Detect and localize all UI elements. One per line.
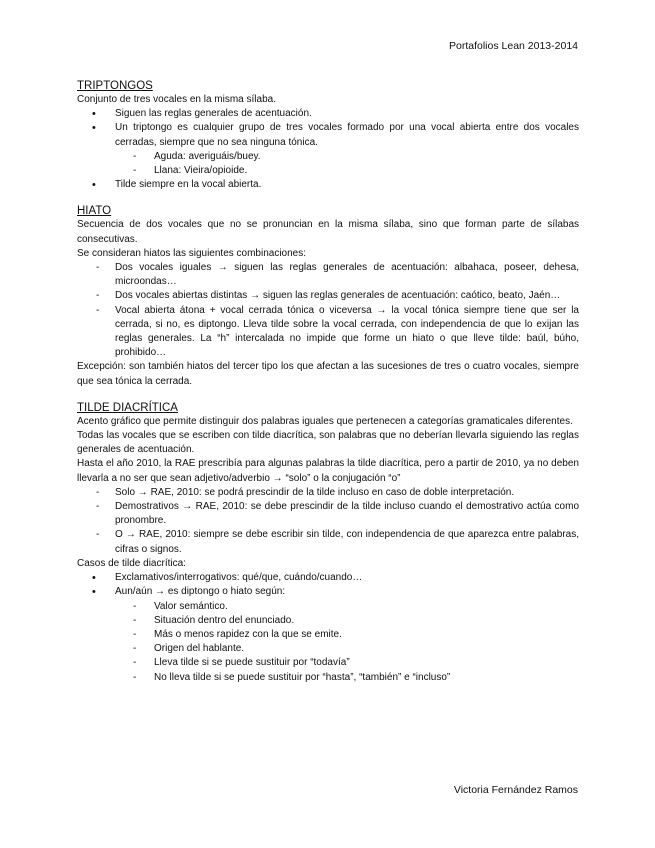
paragraph: Todas las vocales que se escriben con tilde diacrítica, son palabras que no deberían llevarla siguiendo las reglas generales de acentuación. [77,430,579,456]
triptongos-list [77,107,579,192]
triptongos-intro: Conjunto de tres vocales en la misma sílaba. [77,94,276,105]
page-footer: Victoria Fernández Ramos [453,784,578,796]
list-item: - Demostrativos → RAE, 2010: se debe prescindir de la tilde incluso cuando el demostrativo actúa como pronombre. [77,500,579,528]
paragraph: Hasta el año 2010, la RAE prescribía para algunas palabras la tilde diacrítica, pero a partir de 2010, ya no deben llevarla a no ser que sean adjetivo/adverbio → “solo” o la conjugación “o” [77,458,579,484]
list-item: - O → RAE, 2010: siempre se debe escribir sin tilde, con independencia de que aparezca entre palabras, cifras o signos. [77,528,579,556]
list-item: - Más o menos rapidez con la que se emite. [77,628,579,642]
list-item: - No lleva tilde si se puede sustituir por “hasta”, “también” e “incluso” [77,671,579,685]
paragraph: Se consideran hiatos las siguientes combinaciones: [77,247,307,259]
list-item: - Dos vocales abiertas distintas → siguen las reglas generales de acentuación: caótico, beato, Jaén… [77,289,579,303]
list-item: • Siguen las reglas generales de acentuación. [77,107,579,121]
section-hiato [77,204,579,388]
list-item: - Llana: Vieira/opioide. [77,164,579,178]
list-item: - Vocal abierta átona + vocal cerrada tónica o viceversa → la vocal tónica siempre tiene que ser la cerrada, si no, es diptongo. Lleva tilde sobre la vocal cerrada, con independencia de que lo exijan las reglas generales. La “h” intercalada no impide que forme un hiato o que lleve tilde: baúl, búho, prohibido… [77,304,579,361]
paragraph: Casos de tilde diacrítica: [77,557,186,569]
section-title-hiato: HIATO [77,205,112,218]
document-body [77,79,579,697]
page-header: Portafolios Lean 2013-2014 [448,40,578,52]
list-item: - Dos vocales iguales → siguen las reglas generales de acentuación: albahaca, poseer, dehesa, microondas… [77,261,579,289]
tilde-rae-list [77,486,579,557]
list-item: • Tilde siempre en la vocal abierta. [77,178,579,192]
list-item: - Valor semántico. [77,600,579,614]
paragraph: Secuencia de dos vocales que no se pronuncian en la misma sílaba, sino que forman parte de sílabas consecutivas. [77,219,579,245]
section-title-triptongos: TRIPTONGOS [77,80,153,92]
list-item: - Origen del hablante. [77,642,579,656]
list-item: - Lleva tilde si se puede sustituir por “todavía” [77,656,579,670]
list-item: • Exclamativos/interrogativos: qué/que, cuándo/cuando… [77,571,579,585]
section-title-tilde: TILDE DIACRÍTICA [77,401,178,414]
section-triptongos [77,79,579,192]
list-item: - Situación dentro del enunciado. [77,614,579,628]
list-item: • Un triptongo es cualquier grupo de tres vocales formado por una vocal abierta entre dos vocales cerradas, siempre que no sea ninguna tónica. [77,121,579,149]
tilde-cases-list [77,571,579,685]
list-item: - Solo → RAE, 2010: se podrá prescindir de la tilde incluso en caso de doble interpretación. [77,486,579,500]
list-item: - Aguda: averiguáis/buey. [77,150,579,164]
hiato-list [77,261,579,360]
paragraph: Excepción: son también hiatos del tercer tipo los que afectan a las sucesiones de tres o cuatro vocales, siempre que sea tónica la cerrada. [77,361,579,387]
section-tilde [77,401,579,685]
list-item: • Aun/aún → es diptongo o hiato según: [77,585,579,599]
paragraph: Acento gráfico que permite distinguir dos palabras iguales que pertenecen a categorías gramaticales diferentes. [77,415,573,427]
